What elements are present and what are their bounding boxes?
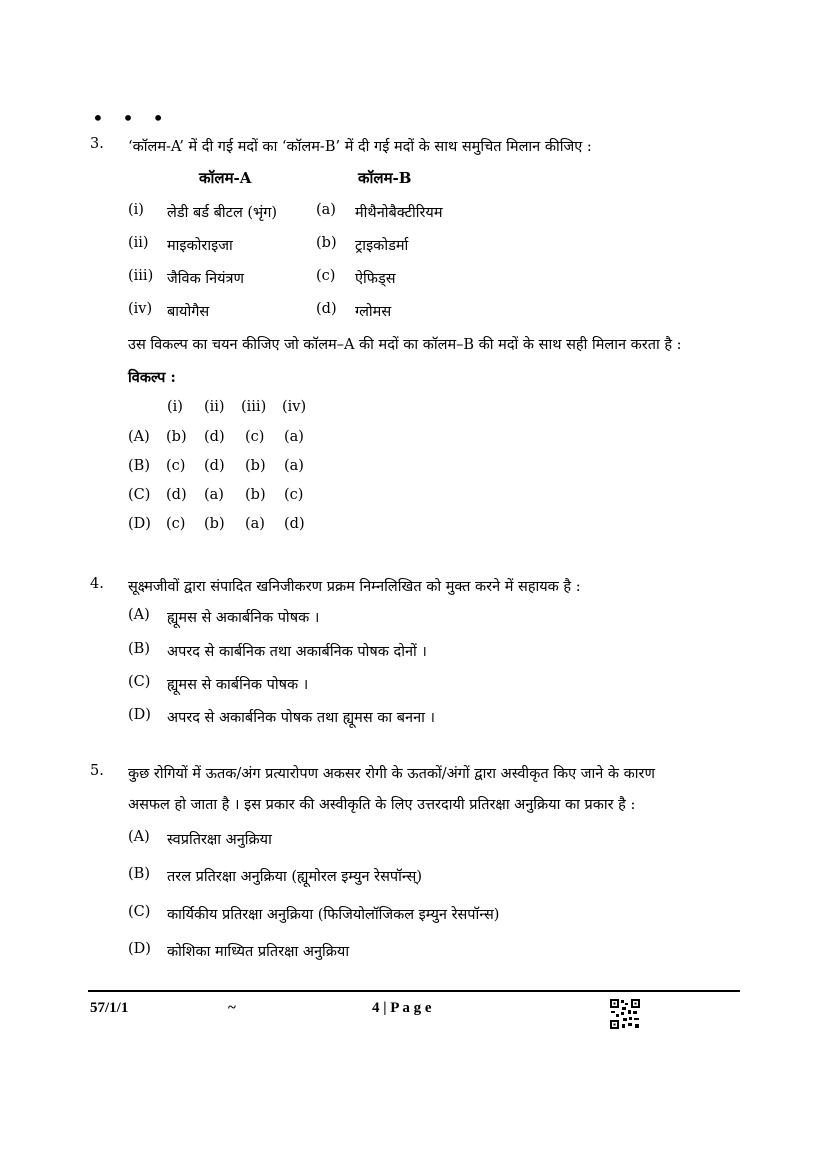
q3-instruction: उस विकल्प का चयन कीजिए जो कॉलम–A की मदों का कॉलम–B की मदों के साथ सही मिलान करता है : bbox=[128, 337, 682, 353]
row-b-text: मीथैनोबैक्टीरियम bbox=[355, 205, 443, 221]
q4-option-text: अपरद से कार्बनिक तथा अकार्बनिक पोषक दोनों । bbox=[167, 644, 427, 660]
options-header-cell: (ii) bbox=[204, 399, 225, 415]
q5-text-line1: कुछ रोगियों में ऊतक/अंग प्रत्यारोपण अकसर रोगी के ऊतकों/अंगों द्वारा अस्वीकृत किए जाने के कारण bbox=[128, 766, 655, 782]
q5-option-text: कार्यिकीय प्रतिरक्षा अनुक्रिया (फिजियोलॉजिकल इम्युन रेसपॉन्स) bbox=[167, 907, 500, 923]
row-b-label: (c) bbox=[316, 268, 336, 284]
q5-option-label[interactable]: (B) bbox=[128, 866, 150, 882]
q3-text: ‘कॉलम-A’ में दी गई मदों का ‘कॉलम-B’ में दी गई मदों के साथ समुचित मिलान कीजिए : bbox=[128, 139, 592, 155]
option-value: (b) bbox=[245, 487, 266, 503]
row-b-text: ऐफिड्स bbox=[355, 271, 396, 287]
option-value: (c) bbox=[245, 429, 265, 445]
row-b-text: ग्लोमस bbox=[355, 304, 392, 320]
column-a-title: कॉलम-A bbox=[199, 169, 252, 187]
row-a-label: (iii) bbox=[128, 268, 154, 284]
row-a-label: (ii) bbox=[128, 235, 149, 251]
option-label[interactable]: (A) bbox=[128, 429, 150, 445]
row-b-label: (d) bbox=[316, 301, 337, 317]
q3-number: 3. bbox=[90, 136, 104, 152]
q5-option-label[interactable]: (A) bbox=[128, 829, 150, 845]
row-b-label: (a) bbox=[316, 202, 336, 218]
option-value: (a) bbox=[284, 458, 304, 474]
option-value: (d) bbox=[166, 487, 187, 503]
option-label[interactable]: (B) bbox=[128, 458, 150, 474]
q4-option-text: अपरद से अकार्बनिक पोषक तथा ह्यूमस का बनना । bbox=[167, 710, 436, 726]
option-label[interactable]: (C) bbox=[128, 487, 151, 503]
q4-text: सूक्ष्मजीवों द्वारा संपादित खनिजीकरण प्रक्रम निम्नलिखित को मुक्त करने में सहायक है : bbox=[128, 579, 581, 595]
qr-code-icon bbox=[609, 998, 641, 1030]
q5-number: 5. bbox=[90, 763, 104, 779]
q5-option-text: कोशिका माध्यित प्रतिरक्षा अनुक्रिया bbox=[167, 944, 350, 960]
option-value: (b) bbox=[204, 516, 225, 532]
row-b-text: ट्राइकोडर्मा bbox=[355, 238, 409, 254]
row-a-text: माइकोराइजा bbox=[167, 238, 233, 254]
option-value: (c) bbox=[284, 487, 304, 503]
option-label[interactable]: (D) bbox=[128, 516, 151, 532]
options-title: विकल्प : bbox=[128, 369, 176, 386]
page-number: 4 | P a g e bbox=[372, 1000, 432, 1016]
header-dots: • • • bbox=[92, 106, 171, 130]
paper-code: 57/1/1 bbox=[90, 1000, 129, 1016]
option-value: (a) bbox=[204, 487, 224, 503]
row-a-text: बायोगैस bbox=[167, 304, 210, 320]
q4-option-label[interactable]: (D) bbox=[128, 707, 151, 723]
option-value: (c) bbox=[166, 516, 186, 532]
q4-number: 4. bbox=[90, 576, 104, 592]
footer-divider bbox=[88, 990, 740, 992]
row-a-label: (i) bbox=[128, 202, 144, 218]
option-value: (a) bbox=[284, 429, 304, 445]
q5-option-label[interactable]: (C) bbox=[128, 904, 151, 920]
option-value: (a) bbox=[245, 516, 265, 532]
options-header-cell: (iii) bbox=[241, 399, 267, 415]
row-a-text: लेडी बर्ड बीटल (भृंग) bbox=[167, 205, 278, 221]
footer-tilde: ~ bbox=[228, 1000, 236, 1016]
options-header-cell: (iv) bbox=[282, 399, 307, 415]
q5-text-line2: असफल हो जाता है । इस प्रकार की अस्वीकृति के लिए उत्तरदायी प्रतिरक्षा अनुक्रिया का प्रकार है : bbox=[128, 797, 636, 813]
option-value: (d) bbox=[284, 516, 305, 532]
q5-option-text: तरल प्रतिरक्षा अनुक्रिया (ह्यूमोरल इम्युन रेसपॉन्स्) bbox=[167, 869, 423, 885]
row-a-text: जैविक नियंत्रण bbox=[167, 271, 245, 287]
q5-option-label[interactable]: (D) bbox=[128, 941, 151, 957]
q4-option-label[interactable]: (B) bbox=[128, 641, 150, 657]
option-value: (c) bbox=[166, 458, 186, 474]
option-value: (d) bbox=[204, 429, 225, 445]
column-b-title: कॉलम-B bbox=[358, 169, 412, 187]
row-a-label: (iv) bbox=[128, 301, 153, 317]
q4-option-label[interactable]: (A) bbox=[128, 607, 150, 623]
q4-option-label[interactable]: (C) bbox=[128, 674, 151, 690]
q5-option-text: स्वप्रतिरक्षा अनुक्रिया bbox=[167, 832, 272, 848]
q4-option-text: ह्यूमस से कार्बनिक पोषक । bbox=[167, 677, 309, 693]
options-header-cell: (i) bbox=[167, 399, 183, 415]
q4-option-text: ह्यूमस से अकार्बनिक पोषक । bbox=[167, 610, 320, 626]
option-value: (b) bbox=[245, 458, 266, 474]
row-b-label: (b) bbox=[316, 235, 337, 251]
option-value: (d) bbox=[204, 458, 225, 474]
option-value: (b) bbox=[166, 429, 187, 445]
